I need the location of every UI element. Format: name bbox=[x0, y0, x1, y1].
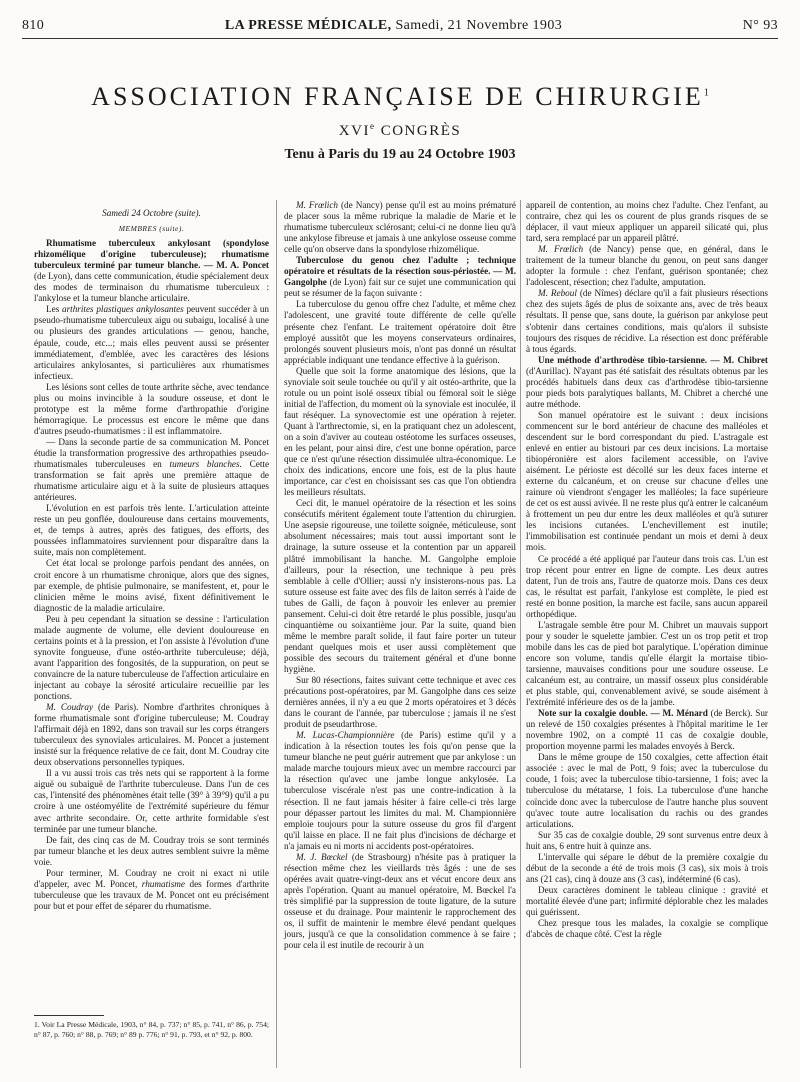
association-title: ASSOCIATION FRANÇAISE DE CHIRURGIE bbox=[91, 82, 704, 111]
paragraph: Deux caractères dominent le tableau clinique : gravité et mortalité élevée d'une part; infirmité déplorable chez les malades qui guérissent. bbox=[526, 884, 768, 917]
issue-number: N° 93 bbox=[742, 18, 778, 33]
paragraph: Sur 35 cas de coxalgie double, 29 sont survenus entre deux à huit ans, 6 entre huit à quinze ans. bbox=[526, 829, 768, 851]
paragraph: Il a vu aussi trois cas très nets qui se rapportent à la forme aiguë ou subaiguë de l'arthrite tuberculeuse. Dans l'un de ces cas, l'intensité des phénomènes était telle (39° à 39°9) qu'il a pu croire à une ostéomyélite de l'extrémité supérieure du fémur avec arthrite secondaire. Or, cette arthrite formidable s'est terminée par une tumeur blanche. bbox=[34, 768, 269, 834]
speaker-name: M. Frœlich bbox=[296, 200, 339, 210]
column-2 bbox=[284, 200, 516, 951]
speaker-name: M. Lucas-Championnière bbox=[296, 730, 395, 741]
journal-name: LA PRESSE MÉDICALE, bbox=[224, 18, 392, 33]
paragraph: Les arthrites plastiques ankylosantes peuvent succéder à un pseudo-rhumatisme tuberculeux aigu ou subaigu, localisé à une ou plusieurs des grandes articulations — genou, hanche, épaule, coude, etc...; mais elles peuvent aussi se présenter immédiatement, d'emblée, avec les caractères des lésions articulaires ankylosantes, si particulières aux rhumatismes infectieux. bbox=[34, 304, 270, 381]
members-label: MEMBRES (suite). bbox=[118, 224, 185, 234]
speaker-name: M. Reboul bbox=[538, 288, 577, 299]
article-2: Tuberculose du genou chez l'adulte ; technique opératoire et résultats de la résection sous-périostée. — M. Gangolphe (de Lyon) fait sur ce sujet une communication qui peut se résumer de la façon suivante : bbox=[284, 255, 516, 299]
article-1-heading: Rhumatisme tuberculeux ankylosant (spondylose rhizomélique d'origine tuberculeuse); rhumatisme tuberculeux terminé par tumeur blanche. — M. A. Poncet bbox=[34, 238, 269, 271]
session-date: Samedi 24 Octobre (suite). bbox=[102, 208, 201, 218]
paragraph: M. Frœlich (de Nancy) pense que, en général, dans le traitement de la tumeur blanche du genou, on peut sans danger adopter la formule : chez l'enfant, guérison spontanée; chez l'adolescent, résection; chez l'adulte, amputation. bbox=[526, 244, 769, 288]
paragraph: De fait, des cinq cas de M. Coudray trois se sont terminés par tumeur blanche et les deux autres semblent suivre la même voie. bbox=[34, 834, 269, 867]
speaker-name: M. Frœlich bbox=[538, 244, 584, 255]
section-title bbox=[0, 82, 800, 112]
paragraph: M. Coudray (de Paris). Nombre d'arthrites chroniques à forme rhumatismale sont d'origine tuberculeuse; M. Coudray l'affirmait déjà en 1892, dans son travail sur les corps étrangers tuberculeux des synoviales articulaires. M. Poncet a justement insisté sur la fréquence relative de ce fait, dont M. Coudray cite deux observations personnelles typiques. bbox=[34, 702, 270, 768]
column-divider-1 bbox=[276, 200, 277, 1068]
speaker-name: M. Coudray bbox=[46, 702, 94, 713]
paragraph: M. Lucas-Championnière (de Paris) estime qu'il y a indication à la résection toutes les fois qu'on pense que la tumeur blanche ne peut guérir autrement que par ankylose : un malade marche toujours mieux avec un membre raccourci par la résection qu'avec une jambe longue ankylosée. La tuberculose viscérale n'est pas une contre-indication à la résection. Il ne faut jamais hésiter à faire celle-ci très large pour dépasser partout les limites du mal. M. Championnière emploie toujours pour la suture osseuse du gros fil d'argent qu'il laisse en place. Il ne fait plus d'incisions de décharge et n'a jamais eu ni morts ni accidents post-opératoires. bbox=[284, 730, 516, 851]
article-3-heading: Une méthode d'arthrodèse tibio-tarsienne. — M. Chibret bbox=[538, 354, 768, 365]
congress-dates: Tenu à Paris du 19 au 24 Octobre 1903 bbox=[284, 147, 516, 162]
paragraph: — Dans la seconde partie de sa communication M. Poncet étudie la transformation progressive des arthropathies pseudo-rhumatismales tuberculeuses en tumeurs blanches. Cette transformation se fait après une première attaque de rhumatisme articulaire aigu et à la suite de plusieurs attaques antérieures. bbox=[34, 436, 270, 503]
paragraph: L'astragale semble être pour M. Chibret un mauvais support pour y souder le squelette jambier. C'est un os trop petit et trop mobile dans les cas de pied bot paralytique. L'opération diminue encore son volume, tandis qu'elle élargit la mortaise tibio-tarsienne, mauvaises conditions pour une soudure osseuse. Le calcanéum est, au contraire, un massif osseux plus considérable et plus stable, qui, convenablement avivé, se soude aisément à l'extrémité inférieure des os de la jambe. bbox=[526, 619, 768, 708]
paragraph: M. Frœlich (de Nancy) pense qu'il est au moins prématuré de placer sous la même rubrique la maladie de Marie et le rhumatisme tuberculeux sclérosant; celui-ci ne donne lieu qu'à une ankylose fibreuse et jamais à une ankylose osseuse comme celle qu'on observe dans la spondylose rhizomélique. bbox=[284, 200, 517, 255]
article-4-heading: Note sur la coxalgie double. — M. Ménard bbox=[538, 708, 708, 719]
paragraph: Quelle que soit la forme anatomique des lésions, que la synoviale soit seule touchée ou qu'il y ait ostéo-arthrite, que la rotule ou un point isolé osseux tibial ou fémoral soit le siège initial de l'affection, du moment où la synoviale est inoculée, il faut réséquer. La synovectomie est une opération à rejeter. Quant à l'arthrectomie, si, en la pratiquant chez un adolescent, on a soin d'aviver au couteau ostéotome les surfaces osseuses, en les pelant, pour ainsi dire, c'est une bonne opération, parce que ce n'est qu'une résection dissimulée ultra-économique. Le choix des indications, encore une fois, est de la plus haute importance, car c'est en choisissant ses cas que l'on obtiendra les meilleurs résultats. bbox=[284, 365, 516, 498]
paragraph: M. Reboul (de Nîmes) déclare qu'il a fait plusieurs résections chez des sujets âgés de plus de soixante ans, avec de très beaux résultats. Il pense que, sans doute, la guérison par ankylose peut s'obtenir dans certaines conditions, mais qu'alors il subsiste toujours des risques de récidive. La résection est donc préférable à tous égards. bbox=[526, 288, 768, 354]
paragraph: L'intervalle qui sépare le début de la première coxalgie du début de la seconde a été de trois mois (3 cas), six mois à trois ans (21 cas), cinq à douze ans (3 cas), indéterminé (6 cas). bbox=[526, 851, 768, 884]
title-footnote-mark: 1 bbox=[703, 87, 709, 99]
article-1-intro: (de Lyon), dans cette communication, étudie spécialement deux des modes de terminaison du rhumatisme tuberculeux : l'ankylose et la tumeur blanche articulaire. bbox=[34, 271, 269, 304]
paragraph: Dans le même groupe de 150 coxalgies, cette affection était associée : avec le mal de Pott, 9 fois; avec la tuberculose du coude, 1 fois; avec la tuberculose tibio-tarsienne, 1 fois; avec la tuberculose du métatarse, 1 fois. La tuberculose d'une hanche coïncide donc avec la tuberculose de l'autre hanche plus souvent qu'avec toute autre localisation du rachis ou des grandes articulations. bbox=[526, 752, 768, 829]
paragraph: La tuberculose du genou offre chez l'adulte, et même chez l'adolescent, une gravité toute différente de celle qu'elle présente chez l'enfant. Le traitement opératoire doit être employé aussitôt que les moyens conservateurs ordinaires, prolongés souvent plusieurs mois, n'ont pas donné un résultat appréciable indiquant une tendance effective à la guérison. bbox=[284, 299, 516, 365]
paragraph: Peu à peu cependant la situation se dessine : l'articulation malade augmente de volume, elle devient douloureuse en certains points et à la pression, et l'on assiste à l'évolution d'une synovite fongueuse, d'une ostéo-arthrite tuberculeuse; déjà, avant l'apparition des fongosités, de la suppuration, on peut se convaincre de la nature tuberculeuse de l'affection articulaire en injectant au cobaye la sérosité articulaire recueillie par les ponctions. bbox=[34, 613, 269, 702]
column-1 bbox=[34, 208, 269, 912]
speaker-name: M. J. Bœckel bbox=[296, 851, 348, 862]
congress-number: XVI bbox=[338, 123, 370, 139]
congress-label bbox=[0, 121, 800, 140]
congress-word: CONGRÈS bbox=[380, 123, 462, 139]
paragraph: Pour terminer, M. Coudray ne croit ni exact ni utile d'appeler, avec M. Poncet, rhumatisme des formes d'arthrite tuberculeuse que les travaux de M. Poncet ont eu précisément pour but et pour effet de séparer du rhumatisme. bbox=[34, 867, 270, 911]
running-header bbox=[22, 16, 778, 36]
paragraph: Chez presque tous les malades, la coxalgie se complique d'abcès de chaque côté. C'est la règle bbox=[526, 918, 768, 940]
paragraph: Ce procédé a été appliqué par l'auteur dans trois cas. L'un est trop récent pour entrer en ligne de compte. Les deux autres datent, l'un de trois ans, l'autre de quatorze mois. Dans ces deux cas, le résultat est parfait, l'ankylose est complète, le pied est resté en bonne position, la marche est facile, sans aucun appareil orthopédique. bbox=[526, 553, 768, 619]
paragraph: Les lésions sont celles de toute arthrite sèche, avec tendance plus ou moins invincible à la soudure osseuse, et dont le prototype est la même forme d'arthropathie d'origine hémorragique. Le processus est encore le même que dans d'autres pseudo-rhumatismes : il est inflammatoire. bbox=[34, 381, 269, 436]
journal-title bbox=[225, 18, 562, 34]
header-rule bbox=[22, 38, 778, 39]
column-divider-2 bbox=[520, 200, 521, 1068]
article-1 bbox=[34, 238, 269, 304]
paragraph: Son manuel opératoire est le suivant : deux incisions commencent sur le bord antérieur de chacune des malléoles et descendent sur le bord correspondant du pied. L'astragale est enlevé en entier au bistouri par ces deux incisions. La mortaise tibiopéronière est alors facilement accessible, on l'avive aisément. Le périoste est décollé sur les deux faces interne et externe du calcanéum, et on creuse sur chacune d'elles une rainure où viendront s'engager les malléoles; la face supérieure de cet os est aussi avivée. Il ne reste plus qu'à entrer le calcanéum à frottement un peu dur entre les deux malléoles et qu'à suturer les incisions cutanées. L'enchevillement est inutile; l'immobilisation est continuée pendant un mois et demi à deux mois. bbox=[526, 409, 768, 553]
footnote-rule bbox=[34, 1015, 104, 1016]
paragraph: appareil de contention, au moins chez l'adulte. Chez l'enfant, au contraire, chez qui les os courent de plus grands risques de se déplacer, il vaut mieux appliquer un appareil silicaté qui, plus tard, sera remplacé par un appareil plâtré. bbox=[526, 200, 768, 244]
column-3 bbox=[526, 200, 768, 940]
article-4: Note sur la coxalgie double. — M. Ménard (de Berck). Sur un relevé de 150 coxalgies présentes à l'hôpital maritime le 1er novembre 1902, on a compté 11 cas de coxalgie double, proportion moyenne parmi les malades envoyés à Berck. bbox=[526, 708, 768, 752]
congress-ordinal: e bbox=[369, 121, 376, 131]
page-number: 810 bbox=[22, 18, 45, 33]
footnote: 1. Voir La Presse Médicale, 1903, n° 84, p. 737; n° 85, p. 741, n° 86, p. 754; n° 87, p. 760; n° 88, p. 769; n° 89 p. 776; n° 91, p. 793, et n° 92, p. 800. bbox=[34, 1020, 269, 1039]
paragraph: Cet état local se prolonge parfois pendant des années, on croit encore à un rhumatisme chronique, alors que des signes, par exemple, de phtisie pulmonaire, se manifestent, et, pour le clinicien même le moins avisé, fixent définitivement le diagnostic de la maladie articulaire. bbox=[34, 558, 269, 613]
paragraph: M. J. Bœckel (de Strasbourg) n'hésite pas à pratiquer la résection même chez les vieillards très âgés : une de ses opérées avait quatre-vingt-deux ans et vécut encore deux ans après l'opération. Quant au manuel opératoire, M. Bœckel l'a très simplifié par la suppression de toute ligature, de la suture osseuse et du drainage. Pour maintenir le rapprochement des os, il suffit de maintenir le membre élevé pendant quelques jours, jusqu'à ce que la consolidation commence à se faire ; pour cela il est inutile de recourir à un bbox=[284, 851, 516, 951]
article-2-heading: Tuberculose du genou chez l'adulte ; technique opératoire et résultats de la résection sous-périostée. — M. Gangolphe bbox=[284, 255, 516, 288]
article-3: Une méthode d'arthrodèse tibio-tarsienne. — M. Chibret (d'Aurillac). N'ayant pas été satisfait des résultats obtenus par les procédés habituels dans deux cas d'arthrodèse tibio-tarsienne pour pieds bots paralytiques ballants, M. Chibret a cherché une autre méthode. bbox=[526, 354, 768, 409]
paragraph: Sur 80 résections, faites suivant cette technique et avec ces précautions post-opératoires, par M. Gangolphe dans ces seize dernières années, il n'y a eu que 2 morts opératoires et 3 décès dans le courant de l'année, par tuberculose ; jamais il ne s'est produit de pseudarthrose. bbox=[284, 675, 516, 730]
paragraph: L'évolution en est parfois très lente. L'articulation atteinte reste un peu gonflée, douloureuse dans certains mouvements, et, de temps à autres, après des fatigues, des efforts, des poussées inflammatoires surviennent pour disparaître dans la suite, mais non complètement. bbox=[34, 503, 269, 558]
paragraph: Ceci dit, le manuel opératoire de la résection et les soins consécutifs méritent également toute l'attention du chirurgien. Une asepsie rigoureuse, une toilette soignée, méticuleuse, sont absolument nécessaires; mais tout aussi important sont le drainage, la suture osseuse et la contention par un appareil plâtré immobilisant la hanche. M. Gangolphe emploie d'ailleurs, pour la résection, une technique à peu près semblable à celle d'Ollier; aussi n'y insisterons-nous pas. La suture osseuse est faite avec des fils de laiton serrés à l'aide de tubes de Galli, de façon à pouvoir les enlever au premier pansement. Celui-ci doit être retardé le plus possible, jusqu'au cinquantième ou soixantième jour. Par la suite, quand bien même le membre paraît solide, il faut faire porter un tuteur pendant quelques mois et user aussi complètement que possible des secours du traitement général et d'une bonne hygiène. bbox=[284, 498, 516, 674]
issue-date: Samedi, 21 Novembre 1903 bbox=[395, 18, 563, 33]
